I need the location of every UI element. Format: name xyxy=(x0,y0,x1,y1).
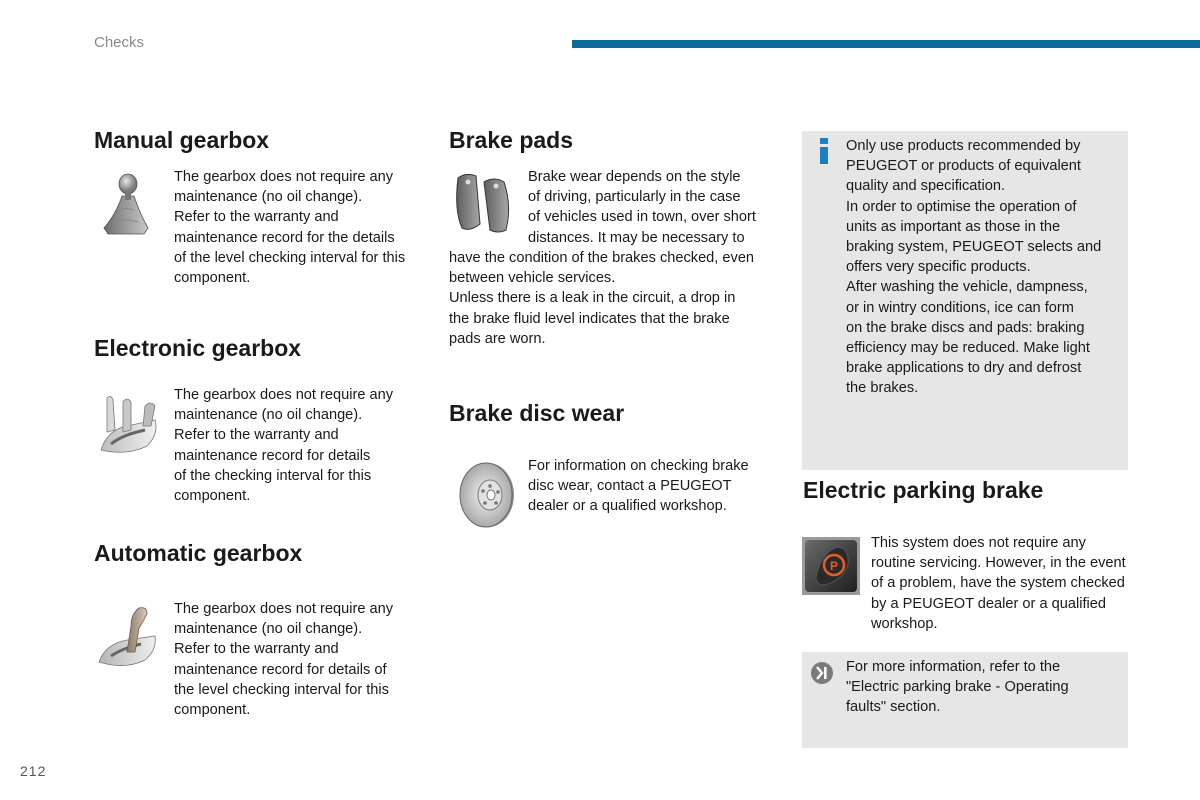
text-line: distances. It may be necessary to xyxy=(528,229,745,246)
electric-parking-brake-title: Electric parking brake xyxy=(803,477,1044,503)
text-line: Refer to the warranty and xyxy=(174,641,339,658)
text-line: component. xyxy=(174,702,251,719)
text-line: quality and specification. xyxy=(846,178,1006,195)
text-line: of a problem, have the system checked xyxy=(871,575,1125,592)
text-line: After washing the vehicle, dampness, xyxy=(846,279,1088,296)
automatic-gearbox-title: Automatic gearbox xyxy=(94,540,303,566)
text-line: PEUGEOT or products of equivalent xyxy=(846,158,1081,175)
header-bar xyxy=(572,40,1200,48)
text-line: of the level checking interval for this xyxy=(174,249,406,266)
text-line: In order to optimise the operation of xyxy=(846,198,1077,215)
text-line: faults" section. xyxy=(846,699,941,716)
brake-pads-icon xyxy=(452,170,516,236)
text-line: workshop. xyxy=(871,615,938,632)
text-line: Refer to the warranty and xyxy=(174,427,339,444)
section-header: Checks xyxy=(94,34,145,51)
electronic-gearbox-title: Electronic gearbox xyxy=(94,335,302,361)
info-box-text xyxy=(846,136,1122,399)
parking-brake-switch-icon xyxy=(802,537,860,595)
text-line: between vehicle services. xyxy=(449,270,616,287)
text-line: braking system, PEUGEOT selects and xyxy=(846,239,1102,256)
manual-gearbox-text xyxy=(174,167,429,288)
text-line: For information on checking brake xyxy=(528,458,749,474)
text-line: maintenance record for the details xyxy=(174,229,395,246)
text-line: dealer or a qualified workshop. xyxy=(528,498,727,515)
text-line: maintenance (no oil change). xyxy=(174,407,363,424)
page-number: 212 xyxy=(20,763,47,779)
brake-disc-wear-text xyxy=(528,456,778,517)
text-line: have the condition of the brakes checked, even xyxy=(449,250,755,266)
text-line: maintenance (no oil change). xyxy=(174,189,363,206)
text-line: on the brake discs and pads: braking xyxy=(846,319,1085,336)
text-line: the level checking interval for this xyxy=(174,681,389,698)
text-line: maintenance (no oil change). xyxy=(174,621,363,638)
electric-parking-brake-text xyxy=(871,533,1141,634)
text-line: of vehicles used in town, over short xyxy=(528,209,756,226)
svg-text:P: P xyxy=(829,559,839,573)
electronic-gearbox-text xyxy=(174,385,429,506)
text-line: The gearbox does not require any xyxy=(174,169,394,185)
text-line: routine servicing. However, in the event xyxy=(871,555,1126,572)
text-line: This system does not require any xyxy=(871,535,1086,551)
text-line: pads are worn. xyxy=(449,330,546,347)
electronic-gear-selector-icon xyxy=(97,390,163,458)
text-line: The gearbox does not require any xyxy=(174,387,394,403)
text-line: For more information, refer to the xyxy=(846,659,1061,675)
text-line: "Electric parking brake - Operating xyxy=(846,679,1069,696)
text-line: units as important as those in the xyxy=(846,218,1061,235)
automatic-gear-selector-icon xyxy=(97,604,159,672)
text-line: brake applications to dry and defrost xyxy=(846,360,1082,377)
text-line: component. xyxy=(174,488,251,505)
automatic-gearbox-text xyxy=(174,599,429,720)
text-line: offers very specific products. xyxy=(846,259,1031,276)
text-line: efficiency may be reduced. Make light xyxy=(846,340,1090,357)
text-line: component. xyxy=(174,270,251,287)
text-line: by a PEUGEOT dealer or a qualified xyxy=(871,595,1106,612)
text-line: Unless there is a leak in the circuit, a drop in xyxy=(449,290,736,307)
cross-reference-text[interactable] xyxy=(846,657,1116,718)
brake-pads-text xyxy=(449,248,779,349)
text-line: maintenance record for details xyxy=(174,447,371,464)
manual-gearbox-title: Manual gearbox xyxy=(94,127,270,153)
brake-pads-indented-text xyxy=(528,167,778,248)
text-line: the brake fluid level indicates that the brake xyxy=(449,310,730,327)
text-line: of driving, particularly in the case xyxy=(528,189,741,206)
text-line: of the checking interval for this xyxy=(174,467,372,484)
info-icon xyxy=(817,138,831,164)
text-line: Only use products recommended by xyxy=(846,138,1081,154)
text-line: disc wear, contact a PEUGEOT xyxy=(528,478,732,495)
manual-gear-lever-icon xyxy=(100,170,152,240)
brake-disc-icon xyxy=(456,460,516,530)
text-line: Brake wear depends on the style xyxy=(528,169,741,185)
brake-pads-title: Brake pads xyxy=(449,127,574,153)
brake-disc-wear-title: Brake disc wear xyxy=(449,400,625,426)
text-line: the brakes. xyxy=(846,380,919,397)
text-line: maintenance record for details of xyxy=(174,661,387,678)
text-line: Refer to the warranty and xyxy=(174,209,339,226)
text-line: The gearbox does not require any xyxy=(174,601,394,617)
cross-reference-icon[interactable] xyxy=(810,661,834,685)
text-line: or in wintry conditions, ice can form xyxy=(846,299,1074,316)
